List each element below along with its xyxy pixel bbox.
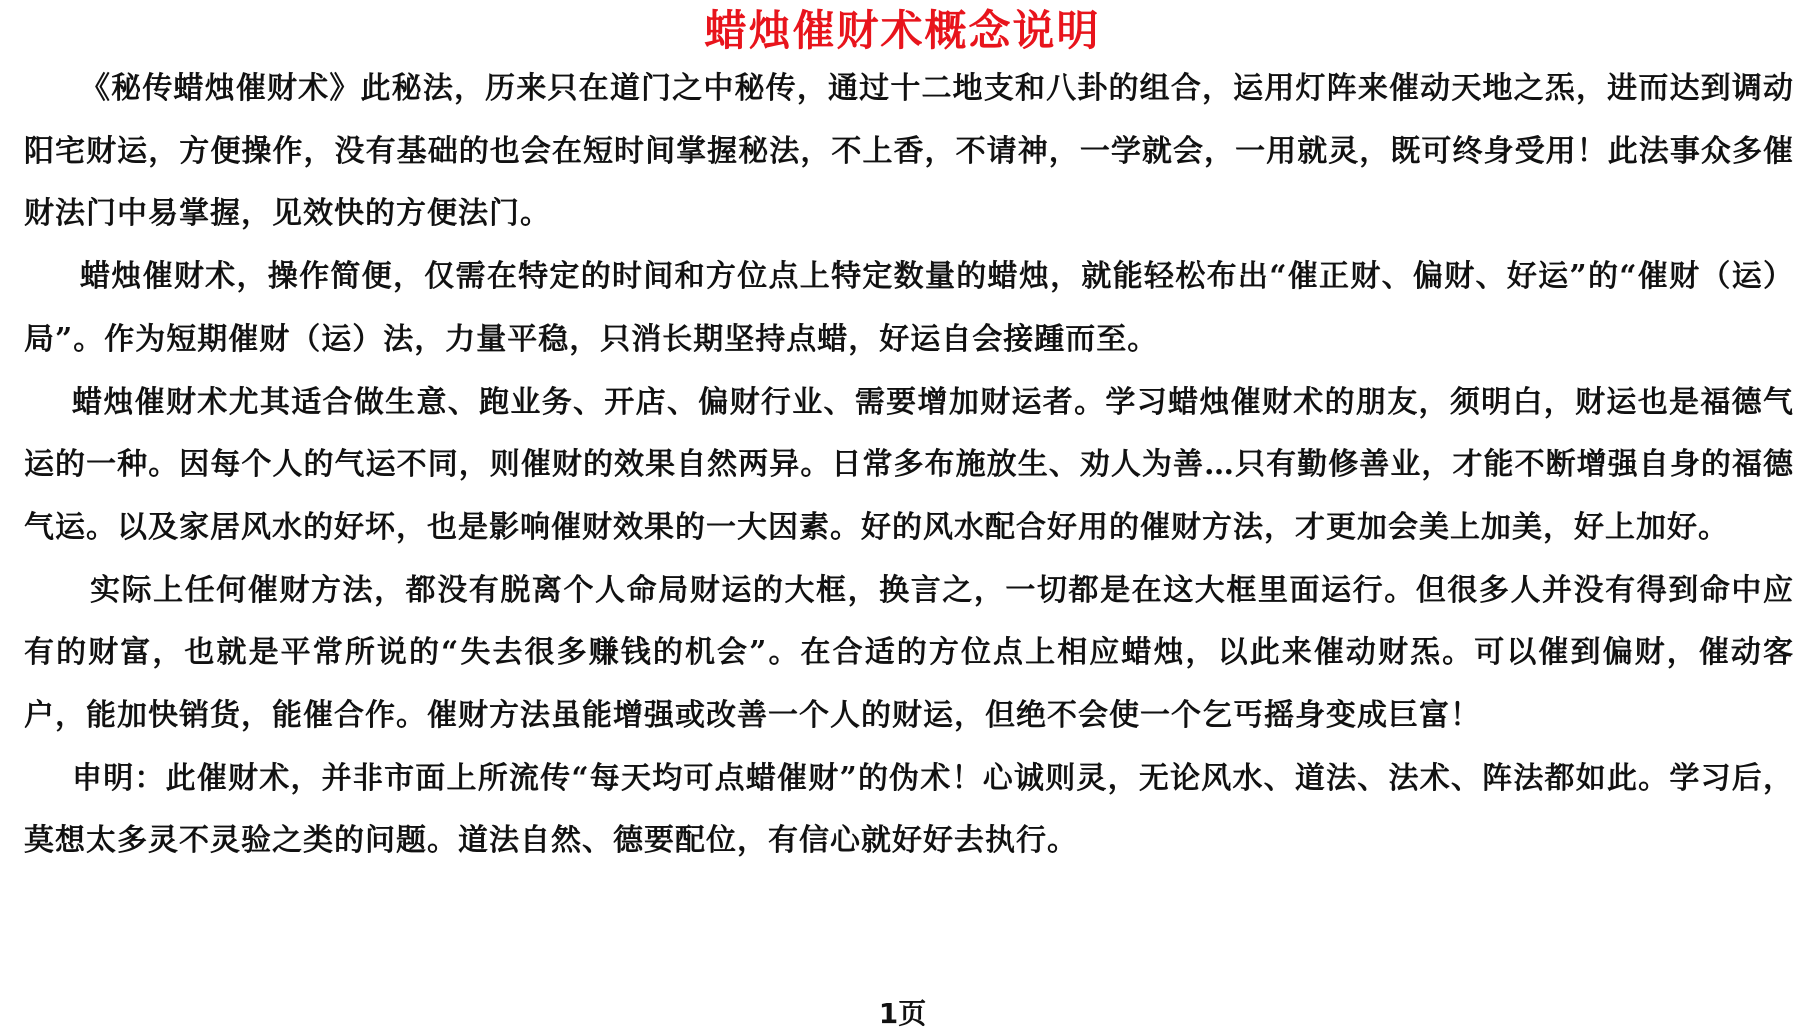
paragraph-suitability: 蜡烛催财术尤其适合做生意、跑业务、开店、偏财行业、需要增加财运者。学习蜡烛催财术的朋友，须明白，财运也是福德气运的一种。因每个人的气运不同，则催财的效果自然两异。日常多布施放生、劝人为善…只有勤修善业，才能不断增强自身的福德气运。以及家居风水的好坏，也是影响催财效果的一大因素。好的风水配合好用的催财方法，才更加会美上加美，好上加好。: [24, 384, 1794, 545]
page-number: 1页: [878, 997, 927, 1030]
paragraph-intro: 《秘传蜡烛催财术》此秘法，历来只在道门之中秘传，通过十二地支和八卦的组合，运用灯阵来催动天地之炁，进而达到调动阳宅财运，方便操作，没有基础的也会在短时间掌握秘法，不上香，不请神，一学就会，一用就灵，既可终身受用！此法事众多催财法门中易掌握，见效快的方便法门。: [24, 71, 1794, 232]
document-body: [24, 58, 1794, 873]
paragraph-declaration: 申明：此催财术，并非市面上所流传“每天均可点蜡催财”的伪术！心诚则灵，无论风水、道法、法术、阵法都如此。学习后，莫想太多灵不灵验之类的问题。道法自然、德要配位，有信心就好好去执行。: [24, 760, 1794, 859]
paragraph-principle: 实际上任何催财方法，都没有脱离个人命局财运的大框，换言之，一切都是在这大框里面运行。但很多人并没有得到命中应有的财富，也就是平常所说的“失去很多赚钱的机会”。在合适的方位点上相应蜡烛，以此来催动财炁。可以催到偏财，催动客户，能加快销货，能催合作。催财方法虽能增强或改善一个人的财运，但绝不会使一个乞丐摇身变成巨富！: [24, 572, 1794, 734]
page-title: 蜡烛催财术概念说明: [704, 6, 1101, 55]
paragraph-operation: 蜡烛催财术，操作简便，仅需在特定的时间和方位点上特定数量的蜡烛，就能轻松布出“催正财、偏财、好运”的“催财（运）局”。作为短期催财（运）法，力量平稳，只消长期坚持点蜡，好运自会接踵而至。: [24, 259, 1794, 357]
